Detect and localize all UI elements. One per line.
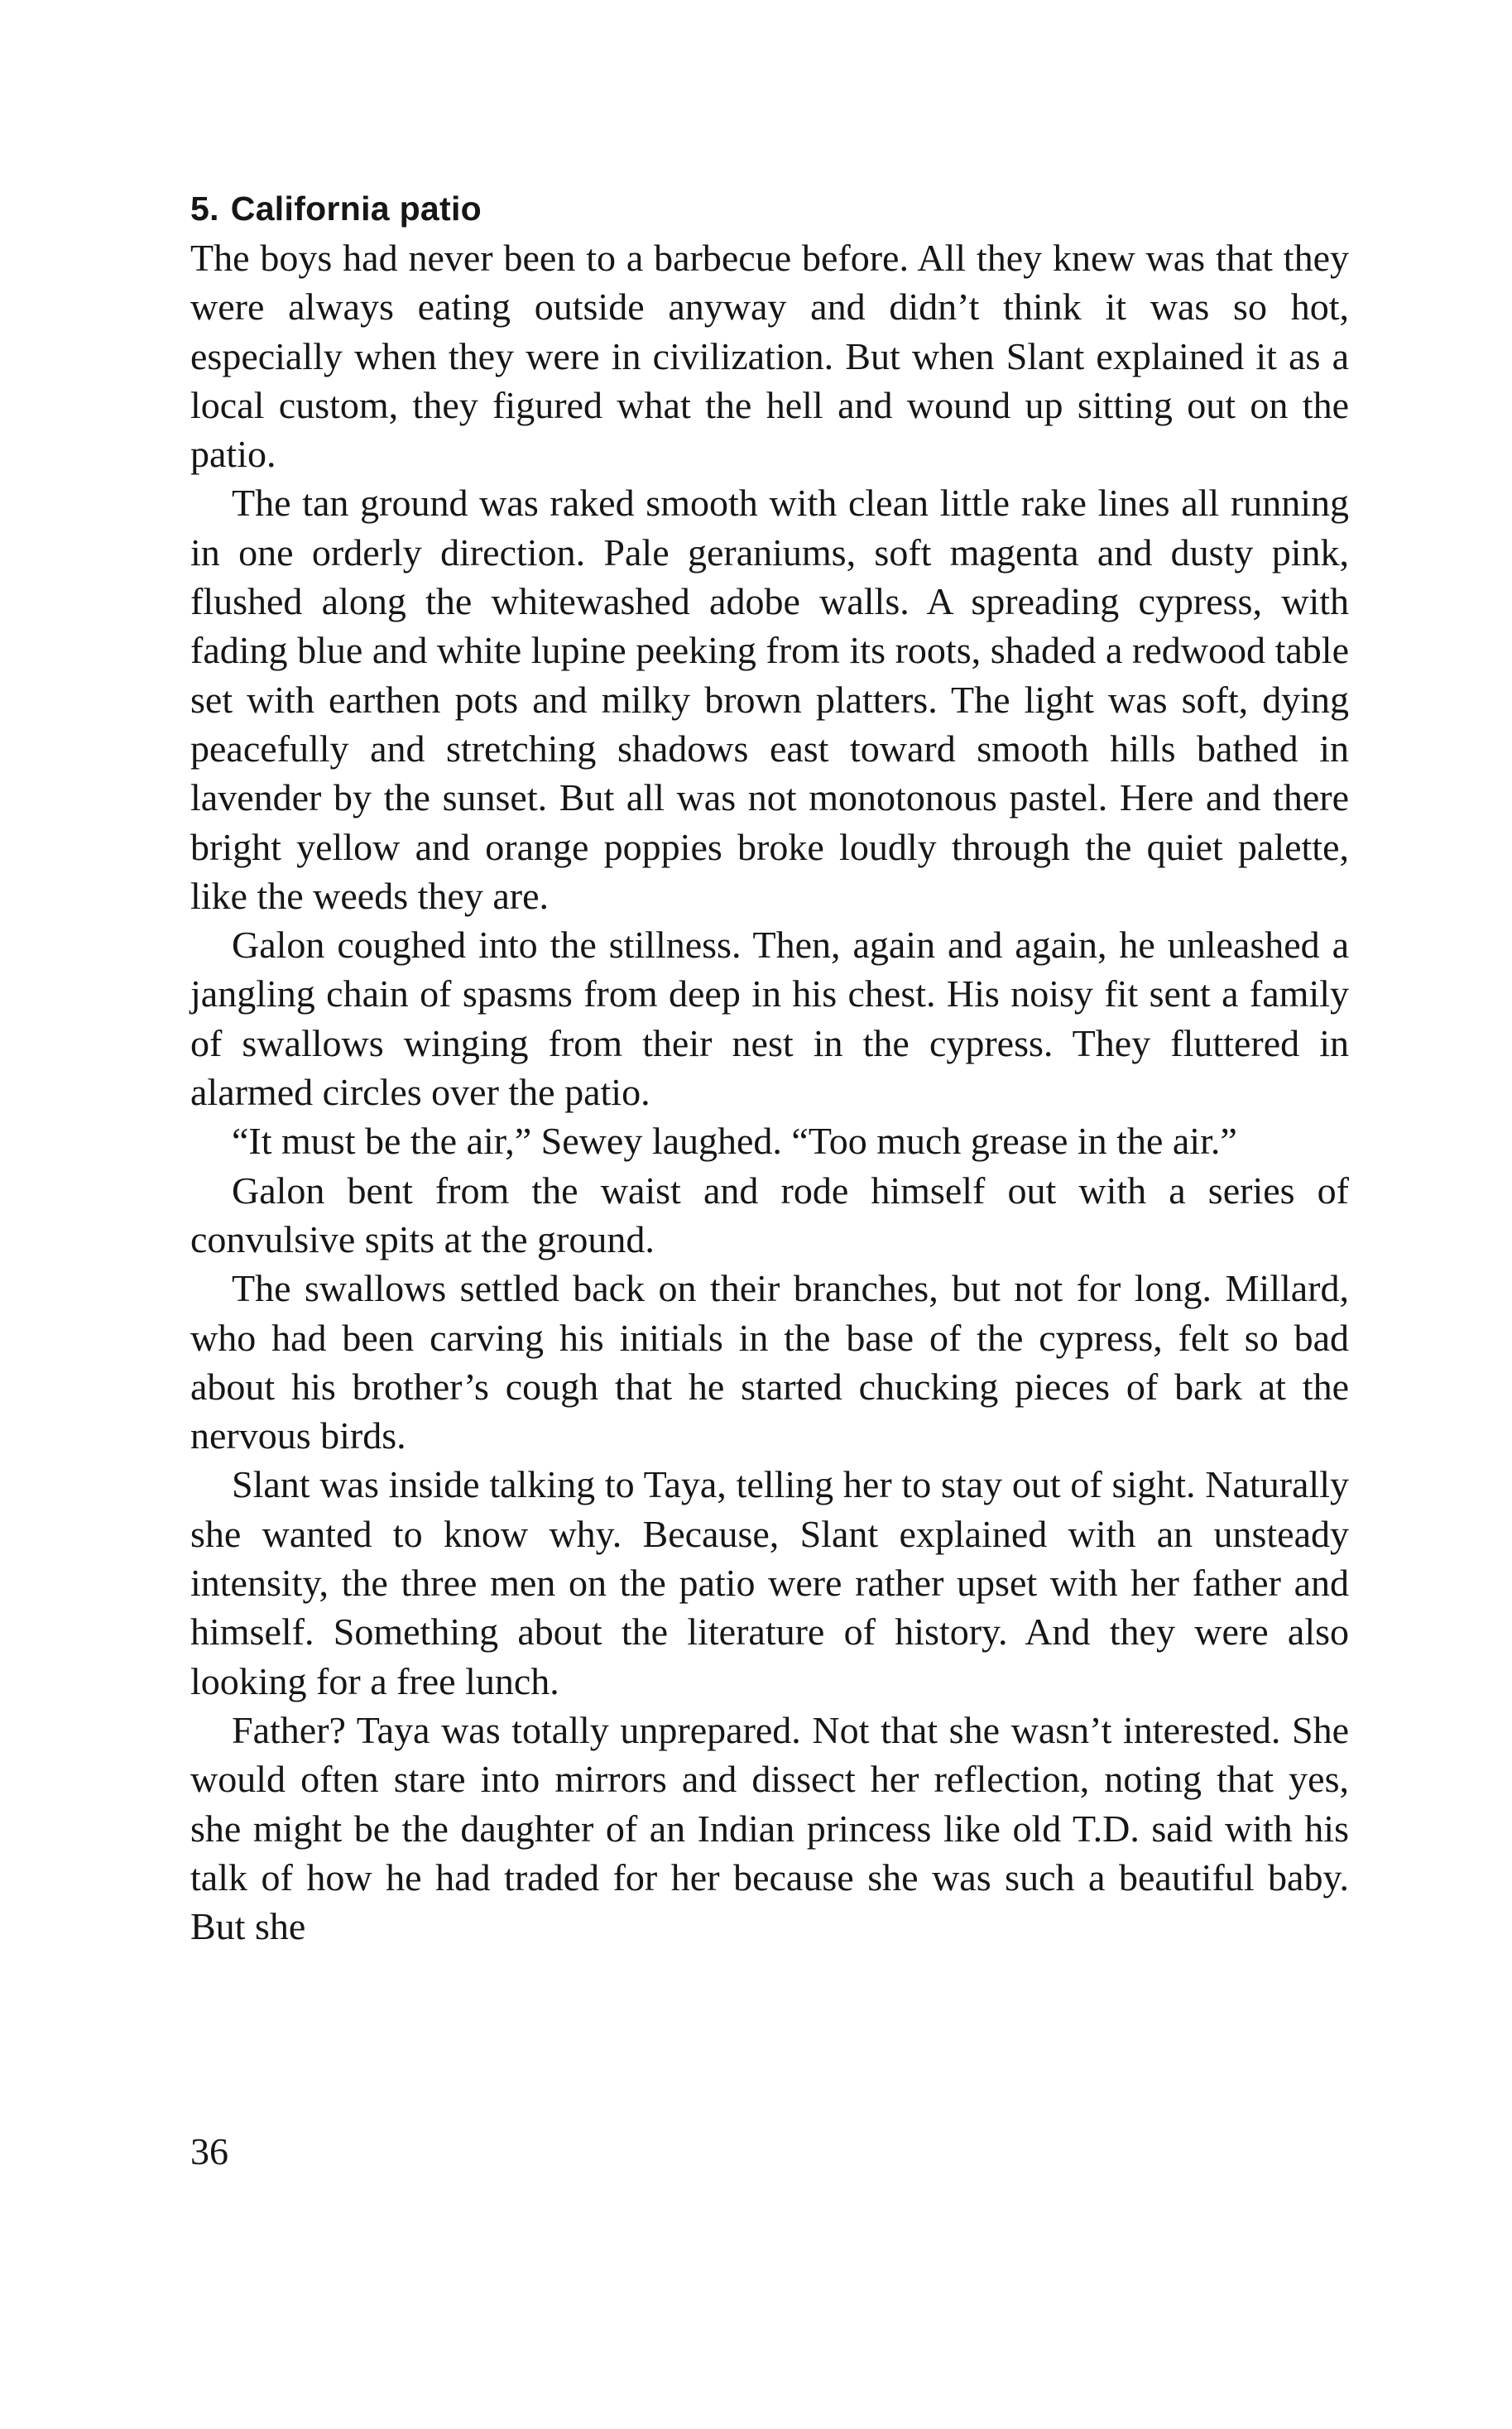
paragraph: Father? Taya was totally unprepared. Not that she wasn’t interested. She would often stare into mirrors and dissect her reflection, noting that yes, she might be the daughter of an Indian princess like old T.D. said with his talk of how he had traded for her because she was such a beautiful baby. But she <box>190 1708 1349 1948</box>
paragraph: Galon bent from the waist and rode himself out with a series of convulsive spits at the ground. <box>190 1169 1349 1260</box>
page-body <box>190 184 1349 1951</box>
chapter-heading <box>190 184 1349 233</box>
chapter-title: California patio <box>230 190 482 228</box>
paragraph: Galon coughed into the stillness. Then, again and again, he unleashed a jangling chain of spasms from deep in his chest. His noisy fit sent a family of swallows winging from their nest in the cypress. They fluttered in alarmed circles over the patio. <box>190 924 1349 1114</box>
paragraph: The swallows settled back on their branches, but not for long. Millard, who had been carving his initials in the base of the cypress, felt so bad about his brother’s cough that he started chucking pieces of bark at the nervous birds. <box>190 1267 1349 1457</box>
paragraph: “It must be the air,” Sewey laughed. “Too much grease in the air.” <box>232 1120 1237 1163</box>
paragraph: The boys had never been to a barbecue before. All they knew was that they were always eating outside anyway and didn’t think it was so hot, especially when they were in civilization. But when Slant explained it as a local custom, they figured what the hell and wound up sitting out on the patio. <box>190 237 1349 476</box>
paragraph: The tan ground was raked smooth with clean little rake lines all running in one orderly direction. Pale geraniums, soft magenta and dusty pink, flushed along the whitewashed adobe walls. A spreading cypress, with fading blue and white lupine peeking from its roots, shaded a redwood table set with earthen pots and milky brown platters. The light was soft, dying peacefully and stretching shadows east toward smooth hills bathed in lavender by the sunset. But all was not monotonous pastel. Here and there bright yellow and orange poppies broke loudly through the quiet palette, like the weeds they are. <box>190 482 1349 917</box>
chapter-number: 5. <box>190 190 219 228</box>
paragraph: Slant was inside talking to Taya, telling her to stay out of sight. Naturally she wanted to know why. Because, Slant explained with an unsteady intensity, the three men on the patio were rather upset with her father and himself. Something about the literature of history. And they were also looking for a free lunch. <box>190 1463 1349 1702</box>
page-number: 36 <box>190 2130 228 2172</box>
